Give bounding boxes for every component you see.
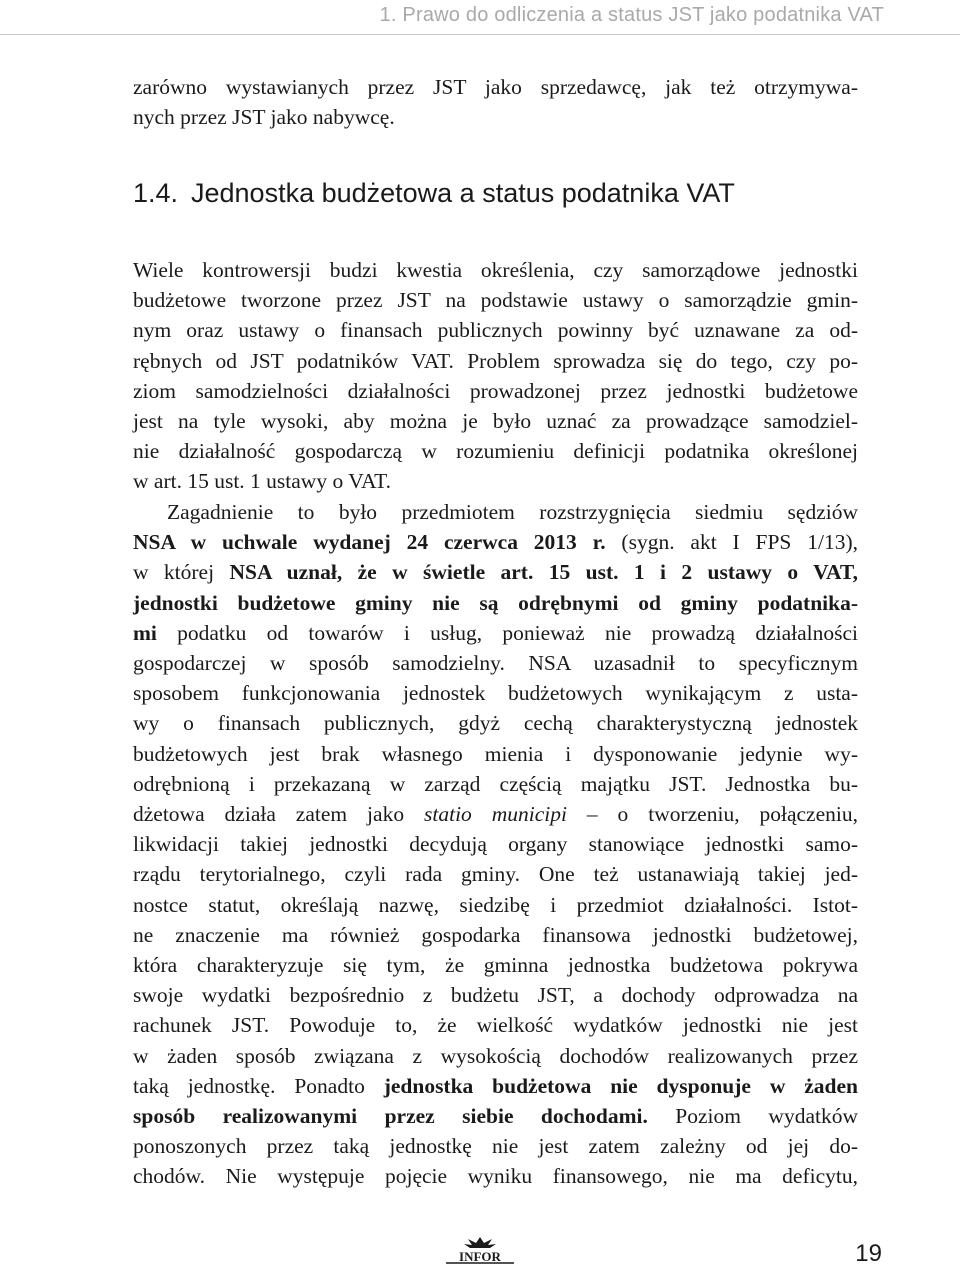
infor-logo [440, 1235, 520, 1270]
italic-text: statio municipi [424, 802, 567, 827]
logo-text: INFOR [459, 1249, 501, 1264]
text-span: podatku od towarów i usług, ponieważ nie prowadzą działalności [156, 620, 858, 645]
text-line [133, 799, 858, 829]
bold-text: NSA uznał, że w świetle art. 15 ust. 1 i 2 ustawy o VAT, [229, 560, 858, 585]
text-span: Poziom wydatków [647, 1104, 858, 1129]
text-line: rządu terytorialnego, czyli rada gminy. One też ustanawiają takiej jed- [133, 862, 858, 887]
text-span: (sygn. akt I FPS 1/13), [605, 530, 858, 555]
text-span: w której [133, 560, 230, 585]
text-line: rębnych od JST podatników VAT. Problem sprowadza się do tego, czy po- [133, 348, 858, 373]
text-line: chodów. Nie występuje pojęcie wyniku finansowego, nie ma deficytu, [133, 1164, 858, 1189]
text-line: rachunek JST. Powoduje to, że wielkość wydatków jednostki nie jest [133, 1013, 858, 1038]
text-line [133, 588, 858, 618]
section-title: Jednostka budżetowa a status podatnika VAT [191, 178, 735, 208]
text-line [133, 1101, 858, 1131]
paragraph-2 [133, 497, 858, 1192]
section-number: 1.4. [133, 178, 179, 208]
text-line: sposobem funkcjonowania jednostek budżetowych wynikającym z usta- [133, 681, 858, 706]
bold-text: jednostki budżetowe gminy nie są odrębnymi od gminy podatnika- [133, 590, 858, 615]
text-line: ziom samodzielności działalności prowadzonej przez jednostki budżetowe [133, 378, 858, 403]
text-line: wy o finansach publicznych, gdyż cechą charakterystyczną jednostek [133, 711, 858, 736]
text-line: ponoszonych przez taką jednostkę nie jest zatem zależny od jej do- [133, 1134, 858, 1159]
paragraph-1 [133, 255, 858, 497]
bold-text: NSA w uchwale wydanej 24 czerwca 2013 r. [133, 530, 606, 555]
text-line: likwidacji takiej jednostki decydują organy stanowiące jednostki samo- [133, 832, 858, 857]
text-line [133, 1071, 858, 1101]
text-line: budżetowych jest brak własnego mienia i dysponowanie jedynie wy- [133, 741, 858, 766]
bold-text: sposób realizowanymi przez siebie dochodami. [133, 1104, 648, 1129]
text-line: nostce statut, określają nazwę, siedzibę i przedmiot działalności. Istot- [133, 892, 858, 917]
text-line: która charakteryzuje się tym, że gminna jednostka budżetowa pokrywa [133, 953, 858, 978]
running-title: 1. Prawo do odliczenia a status JST jako podatnika VAT [379, 4, 884, 26]
text-line: Wiele kontrowersji budzi kwestia określenia, czy samorządowe jednostki [133, 258, 858, 282]
text-line [133, 618, 858, 648]
bold-text: mi [133, 620, 157, 645]
text-line: nie działalność gospodarczą w rozumieniu definicji podatnika określonej [133, 439, 858, 464]
text-line: Zagadnienie to było przedmiotem rozstrzygnięcia siedmiu sędziów [167, 500, 858, 524]
intro-paragraph [133, 72, 858, 132]
text-line: budżetowe tworzone przez JST na podstawie ustawy o samorządzie gmin- [133, 288, 858, 313]
text-line: ne znaczenie ma również gospodarka finansowa jednostki budżetowej, [133, 922, 858, 947]
page-number: 19 [855, 1240, 882, 1267]
text-line [133, 557, 858, 587]
text-line: w żaden sposób związana z wysokością dochodów realizowanych przez [133, 1043, 858, 1068]
section-heading [133, 178, 735, 209]
text-line: gospodarczej w sposób samodzielny. NSA uzasadnił to specyficznym [133, 651, 858, 676]
text-line: zarówno wystawianych przez JST jako sprzedawcę, jak też otrzymywa- [133, 75, 858, 99]
text-span: taką jednostkę. Ponadto [133, 1073, 384, 1098]
running-header [0, 0, 960, 35]
infor-logo-icon [440, 1235, 520, 1265]
text-line: swoje wydatki bezpośrednio z budżetu JST, a dochody odprowadza na [133, 983, 858, 1008]
text-line: odrębnioną i przekazaną w zarząd częścią majątku JST. Jednostka bu- [133, 771, 858, 796]
text-span: – o tworzeniu, połączeniu, [566, 802, 858, 827]
text-line: jest na tyle wysoki, aby można je było uznać za prowadzące samodziel- [133, 409, 858, 434]
text-line: w art. 15 ust. 1 ustawy o VAT. [133, 469, 391, 494]
bold-text: jednostka budżetowa nie dysponuje w żaden [383, 1073, 858, 1098]
text-line: nym oraz ustawy o finansach publicznych powinny być uznawane za od- [133, 318, 858, 343]
text-span: dżetowa działa zatem jako [133, 802, 424, 827]
text-line: nych przez JST jako nabywcę. [133, 105, 395, 130]
text-line [133, 527, 858, 557]
